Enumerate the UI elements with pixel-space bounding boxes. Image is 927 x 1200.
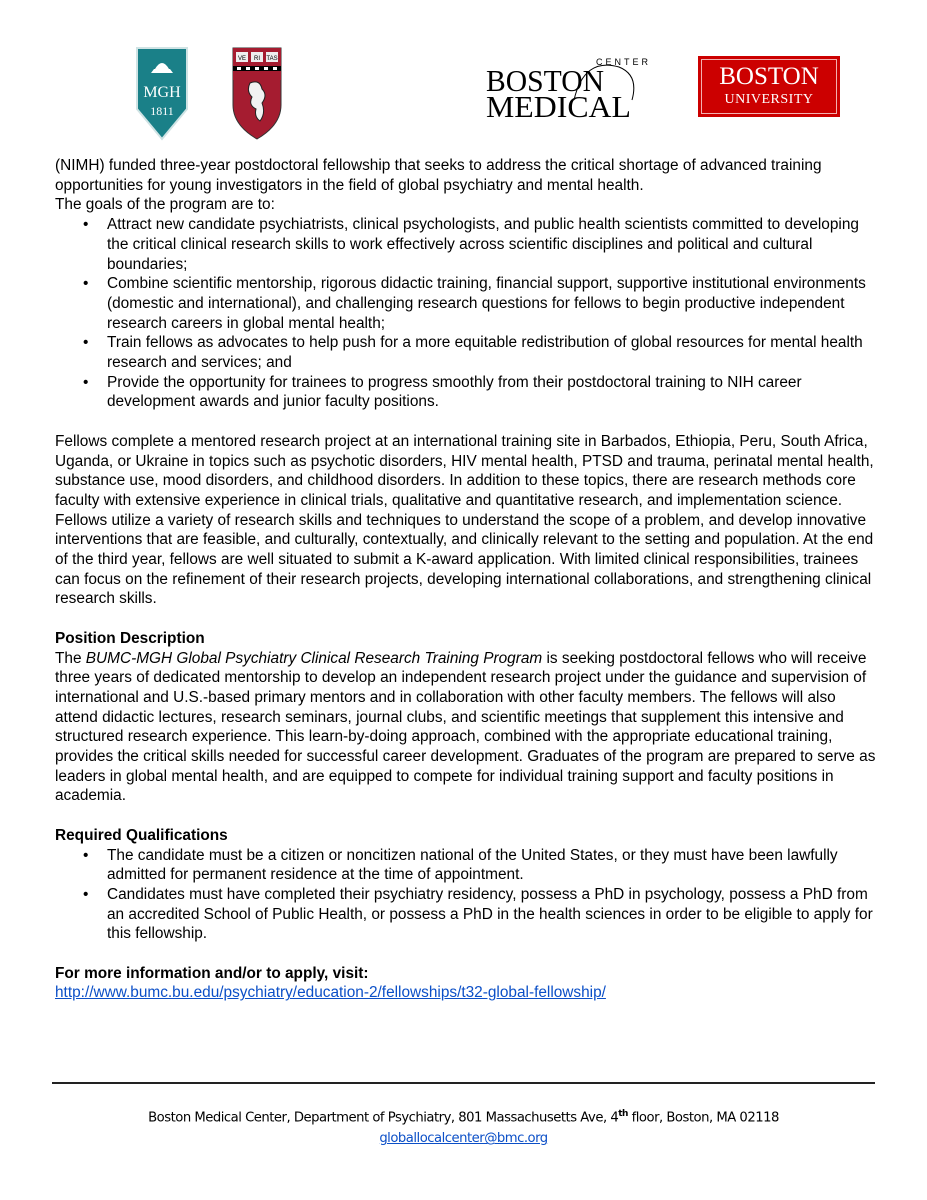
svg-text:RI: RI [254, 56, 260, 62]
intro-paragraph: (NIMH) funded three-year postdoctoral fellowship that seeks to address the critical shortage of advanced training opportunities for young investigators in the field of global psychiatry and mental health. [55, 157, 822, 194]
footer [0, 1104, 927, 1149]
svg-text:CENTER: CENTER [596, 57, 652, 67]
goal-item: • Provide the opportunity for trainees to progress smoothly from their postdoctoral training to NIH career development awards and junior faculty positions. [107, 373, 877, 412]
footer-address [0, 1104, 927, 1128]
position-paragraph [55, 649, 877, 807]
footer-divider [52, 1082, 875, 1084]
fellows-paragraph: Fellows complete a mentored research project at an international training site in Barbados, Ethiopia, Peru, South Africa, Uganda, or Ukraine in topics such as psychotic disorders, HIV mental health, PTSD and trauma, perinatal mental health, substance use, mood disorders, and childhood disorders. In addition to these topics, there are research methods core faculty with extensive experience in clinical trials, qualitative and quantitative research, and implementation science. Fellows utilize a variety of research skills and techniques to understand the scope of a problem, and develop innovative interventions that are feasible, and culturally, contextually, and clinically relevant to the setting and population. At the end of the third year, fellows are well situated to submit a K-award application. With limited clinical responsibilities, trainees can focus on the refinement of their research projects, developing international collaborations, and strengthening clinical research skills. [55, 432, 874, 608]
position-text: is seeking postdoctoral fellows who will receive three years of dedicated mentorship to develop an independent research project under the guidance and supervision of international and U.S.-based primary mentors and in collaboration with other faculty members. The fellows will also attend didactic lectures, research seminars, journal clubs, and scientific meetings that supplement this intensive and structured research experience. This learn-by-doing approach, combined with the appropriate educational training, provides the critical skills needed for successful career development. Graduates of the program are prepared to serve as leaders in global mental health, and are equipped to compete for individual training support and faculty positions in academia. [55, 649, 876, 805]
goal-item: • Train fellows as advocates to help push for a more equitable redistribution of global resources for mental health research and services; and [107, 333, 877, 372]
harvard-shield-logo [232, 47, 282, 140]
qualifications-list [55, 846, 877, 945]
boston-medical-center-logo [484, 45, 652, 124]
apply-link[interactable]: http://www.bumc.bu.edu/psychiatry/education-2/fellowships/t32-global-fellowship/ [55, 984, 606, 1002]
boston-university-logo: BOSTON UNIVERSITY [698, 56, 840, 117]
address-part: floor, Boston, MA 02118 [627, 1110, 779, 1126]
svg-text:BOSTON: BOSTON [486, 63, 604, 98]
goals-list [55, 215, 877, 412]
apply-heading: For more information and/or to apply, visit: [55, 964, 369, 982]
svg-text:TAS: TAS [266, 56, 278, 62]
qualification-item: • Candidates must have completed their psychiatry residency, possess a PhD in psychology, possess a PhD from an accredited School of Public Health, or possess a PhD in the health sciences in order to be eligible to apply for this fellowship. [107, 885, 877, 944]
document-body [55, 156, 877, 1003]
goals-lead: The goals of the program are to: [55, 196, 275, 214]
svg-text:MEDICAL: MEDICAL [486, 89, 631, 124]
goal-item: • Attract new candidate psychiatrists, clinical psychologists, and public health scientists committed to developing the critical clinical research skills to work effectively across scientific disciplines and political and cultural boundaries; [107, 215, 877, 274]
svg-text:MGH: MGH [143, 84, 181, 101]
svg-text:1811: 1811 [150, 104, 174, 118]
qualifications-heading: Required Qualifications [55, 826, 228, 844]
mgh-logo [136, 47, 188, 140]
position-lead: The [55, 649, 86, 667]
program-name: BUMC-MGH Global Psychiatry Clinical Research Training Program [85, 649, 543, 667]
qualification-item: • The candidate must be a citizen or noncitizen national of the United States, or they must have been lawfully admitted for permanent residence at the time of appointment. [107, 846, 877, 885]
goal-item: • Combine scientific mentorship, rigorous didactic training, financial support, supportive institutional environments (domestic and international), and challenging research questions for fellows to begin productive independent research careers in global mental health; [107, 274, 877, 333]
address-sup: th [618, 1109, 628, 1119]
position-heading: Position Description [55, 629, 205, 647]
svg-text:VE: VE [237, 56, 247, 62]
address-part: Boston Medical Center, Department of Psychiatry, 801 Massachusetts Ave, 4 [148, 1110, 619, 1126]
footer-email-link[interactable]: globallocalcenter@bmc.org [379, 1131, 548, 1147]
